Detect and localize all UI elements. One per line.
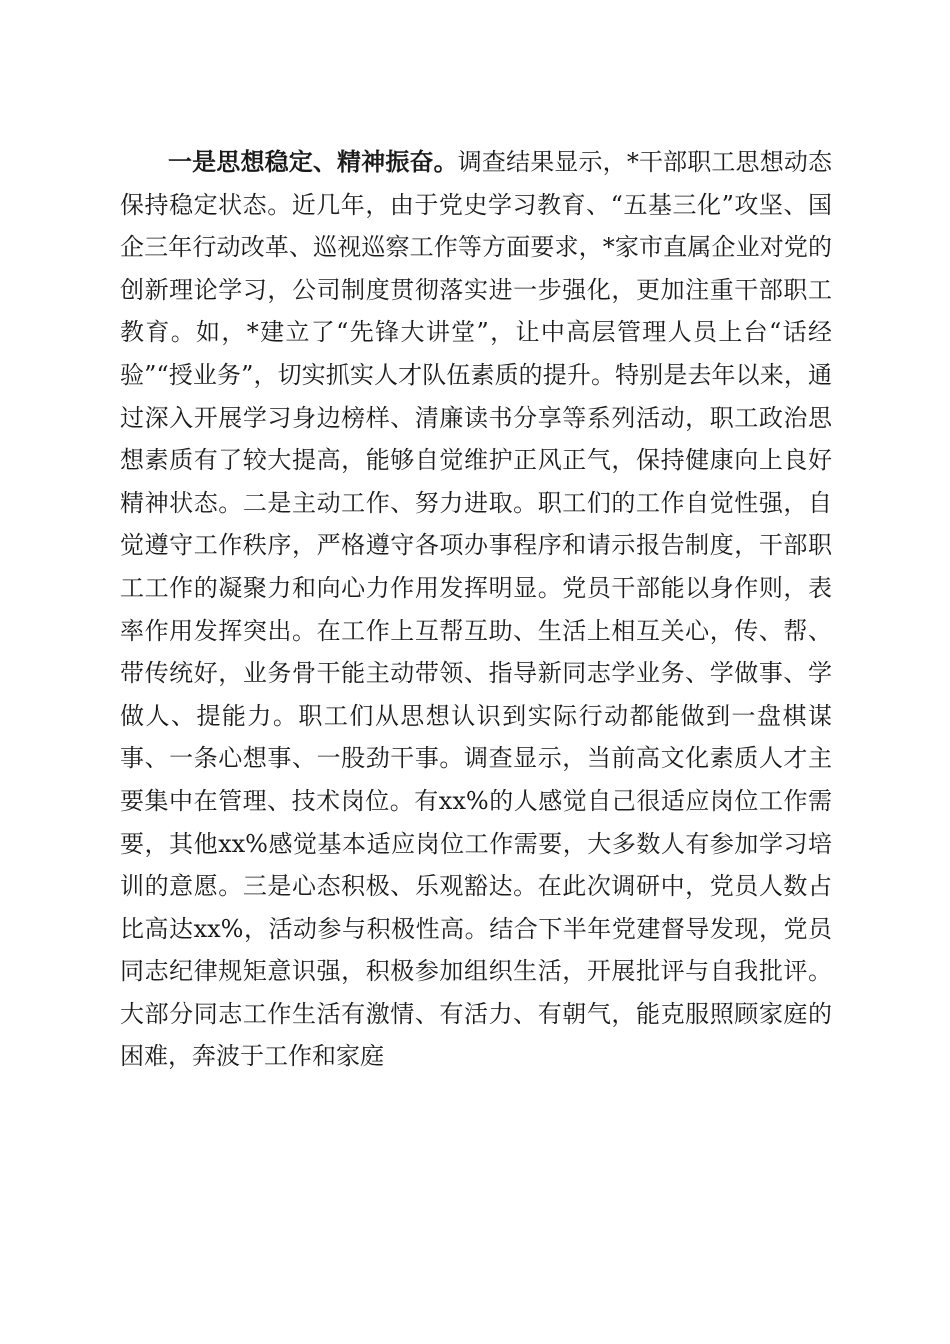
body-paragraph	[120, 141, 832, 1078]
paragraph-lead-heading: 一是思想稳定、精神振奋。	[168, 148, 458, 176]
paragraph-body-text: 调查结果显示，*干部职工思想动态保持稳定状态。近几年，由于党史学习教育、“五基三化”攻坚、国企三年行动改革、巡视巡察工作等方面要求，*家市直属企业对党的创新理论学习，公司制度贯彻落实进一步强化，更加注重干部职工教育。如，*建立了“先锋大讲堂”，让中高层管理人员上台“话经验”“授业务”，切实抓实人才队伍素质的提升。特别是去年以来，通过深入开展学习身边榜样、清廉读书分享等系列活动，职工政治思想素质有了较大提高，能够自觉维护正风正气，保持健康向上良好精神状态。二是主动工作、努力进取。职工们的工作自觉性强，自觉遵守工作秩序，严格遵守各项办事程序和请示报告制度，干部职工工作的凝聚力和向心力作用发挥明显。党员干部能以身作则，表率作用发挥突出。在工作上互帮互助、生活上相互关心，传、帮、带传统好，业务骨干能主动带领、指导新同志学业务、学做事、学做人、提能力。职工们从思想认识到实际行动都能做到一盘棋谋事、一条心想事、一股劲干事。调查显示，当前高文化素质人才主要集中在管理、技术岗位。有xx%的人感觉自己很适应岗位工作需要，其他xx%感觉基本适应岗位工作需要，大多数人有参加学习培训的意愿。三是心态积极、乐观豁达。在此次调研中，党员人数占比高达xx%，活动参与积极性高。结合下半年党建督导发现，党员同志纪律规矩意识强，积极参加组织生活，开展批评与自我批评。大部分同志工作生活有激情、有活力、有朝气，能克服照顾家庭的困难，奔波于工作和家庭	[120, 148, 833, 1071]
